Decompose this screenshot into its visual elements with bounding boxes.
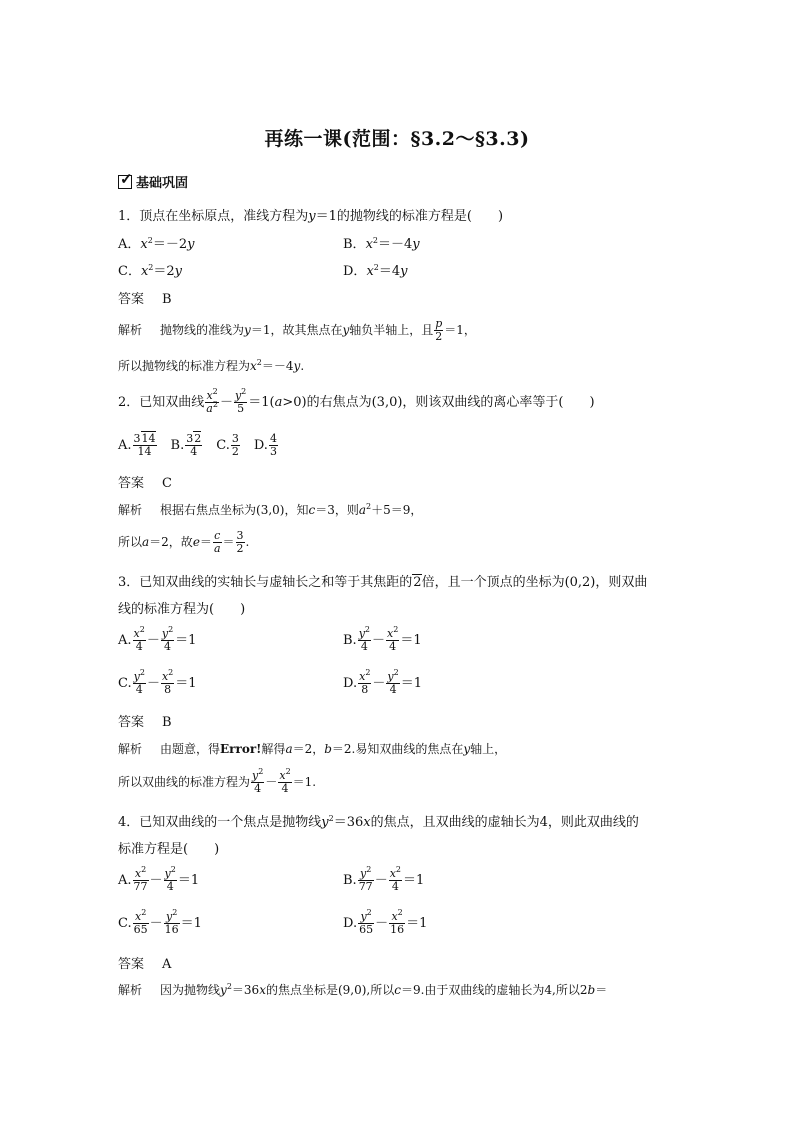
page-title: 再练一课(范围：§3.2～§3.3) <box>264 128 530 150</box>
q1-option-d: D．$x^2=4y$ <box>343 263 408 279</box>
q2-analysis-line2: 所以a＝2，故e＝ $\frac{c}{a}$ ＝ $\frac{3}{2}$ . <box>118 529 250 555</box>
section-heading <box>118 172 188 191</box>
q3-option-c: C. $\frac{y^2}{4}$ － $\frac{x^2}{8}$ ＝1 <box>118 668 197 696</box>
q4-answer: 答案 A <box>118 957 172 972</box>
q1-option-b: B．$x^2=-4y$ <box>343 236 420 252</box>
q1-answer: 答案 B <box>118 292 172 307</box>
q3-analysis-line2: 所以双曲线的标准方程为 $\frac{y^2}{4}$ － $\frac{x^2}{4}$ ＝1. <box>118 767 317 795</box>
checkbox-icon <box>118 175 132 189</box>
q2-answer: 答案 C <box>118 476 172 491</box>
q3-analysis-line1: 解析 由题意，得Error!解得a＝2，b＝2.易知双曲线的焦点在y轴上， <box>118 742 507 756</box>
q4-option-c: C. $\frac{x^2}{65}$ － $\frac{y^2}{16}$ ＝1 <box>118 908 202 936</box>
q2-stem: 2．已知双曲线 $\frac{x^2}{a^2}$ － $\frac{y^2}{5}$ ＝1(a>0)的右焦点为(3,0)，则该双曲线的离心率等于( ) <box>118 387 595 415</box>
q4-option-d: D. $\frac{y^2}{65}$ － $\frac{x^2}{16}$ ＝1 <box>343 908 428 936</box>
q4-option-b: B. $\frac{y^2}{77}$ － $\frac{x^2}{4}$ ＝1 <box>343 865 425 893</box>
q3-option-d: D. $\frac{x^2}{8}$ － $\frac{y^2}{4}$ ＝1 <box>343 668 423 696</box>
q1-option-a: A．$x^2=-2y$ <box>118 236 195 252</box>
q1-stem: 1．顶点在坐标原点，准线方程为y＝1的抛物线的标准方程是( ) <box>118 209 504 224</box>
q3-stem-line2: 线的标准方程为( ) <box>118 602 246 617</box>
q4-analysis-line1: 解析 因为抛物线$y^2=36x$的焦点坐标是(9,0),所以c＝9.由于双曲线的虚轴长为4,所以2b＝ <box>118 982 608 997</box>
q1-option-c: C．$x^2=2y$ <box>118 263 183 279</box>
q4-stem-line2: 标准方程是( ) <box>118 842 220 857</box>
q2-options: A. $\frac{314}{14}$ B. $\frac{32}{4}$ C. $\frac{3}{2}$ D. $\frac{4}{3}$ <box>118 432 277 458</box>
q4-stem-line1: 4．已知双曲线的一个焦点是抛物线$y^2=36x$的焦点，且双曲线的虚轴长为4，则此双曲线的 <box>118 814 639 830</box>
q1-analysis-line1: 解析 抛物线的准线为y＝1，故其焦点在y轴负半轴上，且 $\frac{p}{2}$ ＝1， <box>118 317 476 343</box>
q4-option-a: A. $\frac{x^2}{77}$ － $\frac{y^2}{4}$ ＝1 <box>118 865 200 893</box>
q1-analysis-line2: 所以抛物线的标准方程为$x^2=-4y$. <box>118 358 305 373</box>
q3-option-a: A. $\frac{x^2}{4}$ － $\frac{y^2}{4}$ ＝1 <box>118 625 197 653</box>
q3-stem-line1: 3．已知双曲线的实轴长与虚轴长之和等于其焦距的2倍，且一个顶点的坐标为(0,2)，则双曲 <box>118 575 648 590</box>
q2-analysis-line1: 解析 根据右焦点坐标为(3,0)，知c＝3，则$a^2+5=9$， <box>118 502 423 517</box>
q3-option-b: B. $\frac{y^2}{4}$ － $\frac{x^2}{4}$ ＝1 <box>343 625 422 653</box>
section-label: 基础巩固 <box>136 176 189 191</box>
q3-answer: 答案 B <box>118 715 172 730</box>
